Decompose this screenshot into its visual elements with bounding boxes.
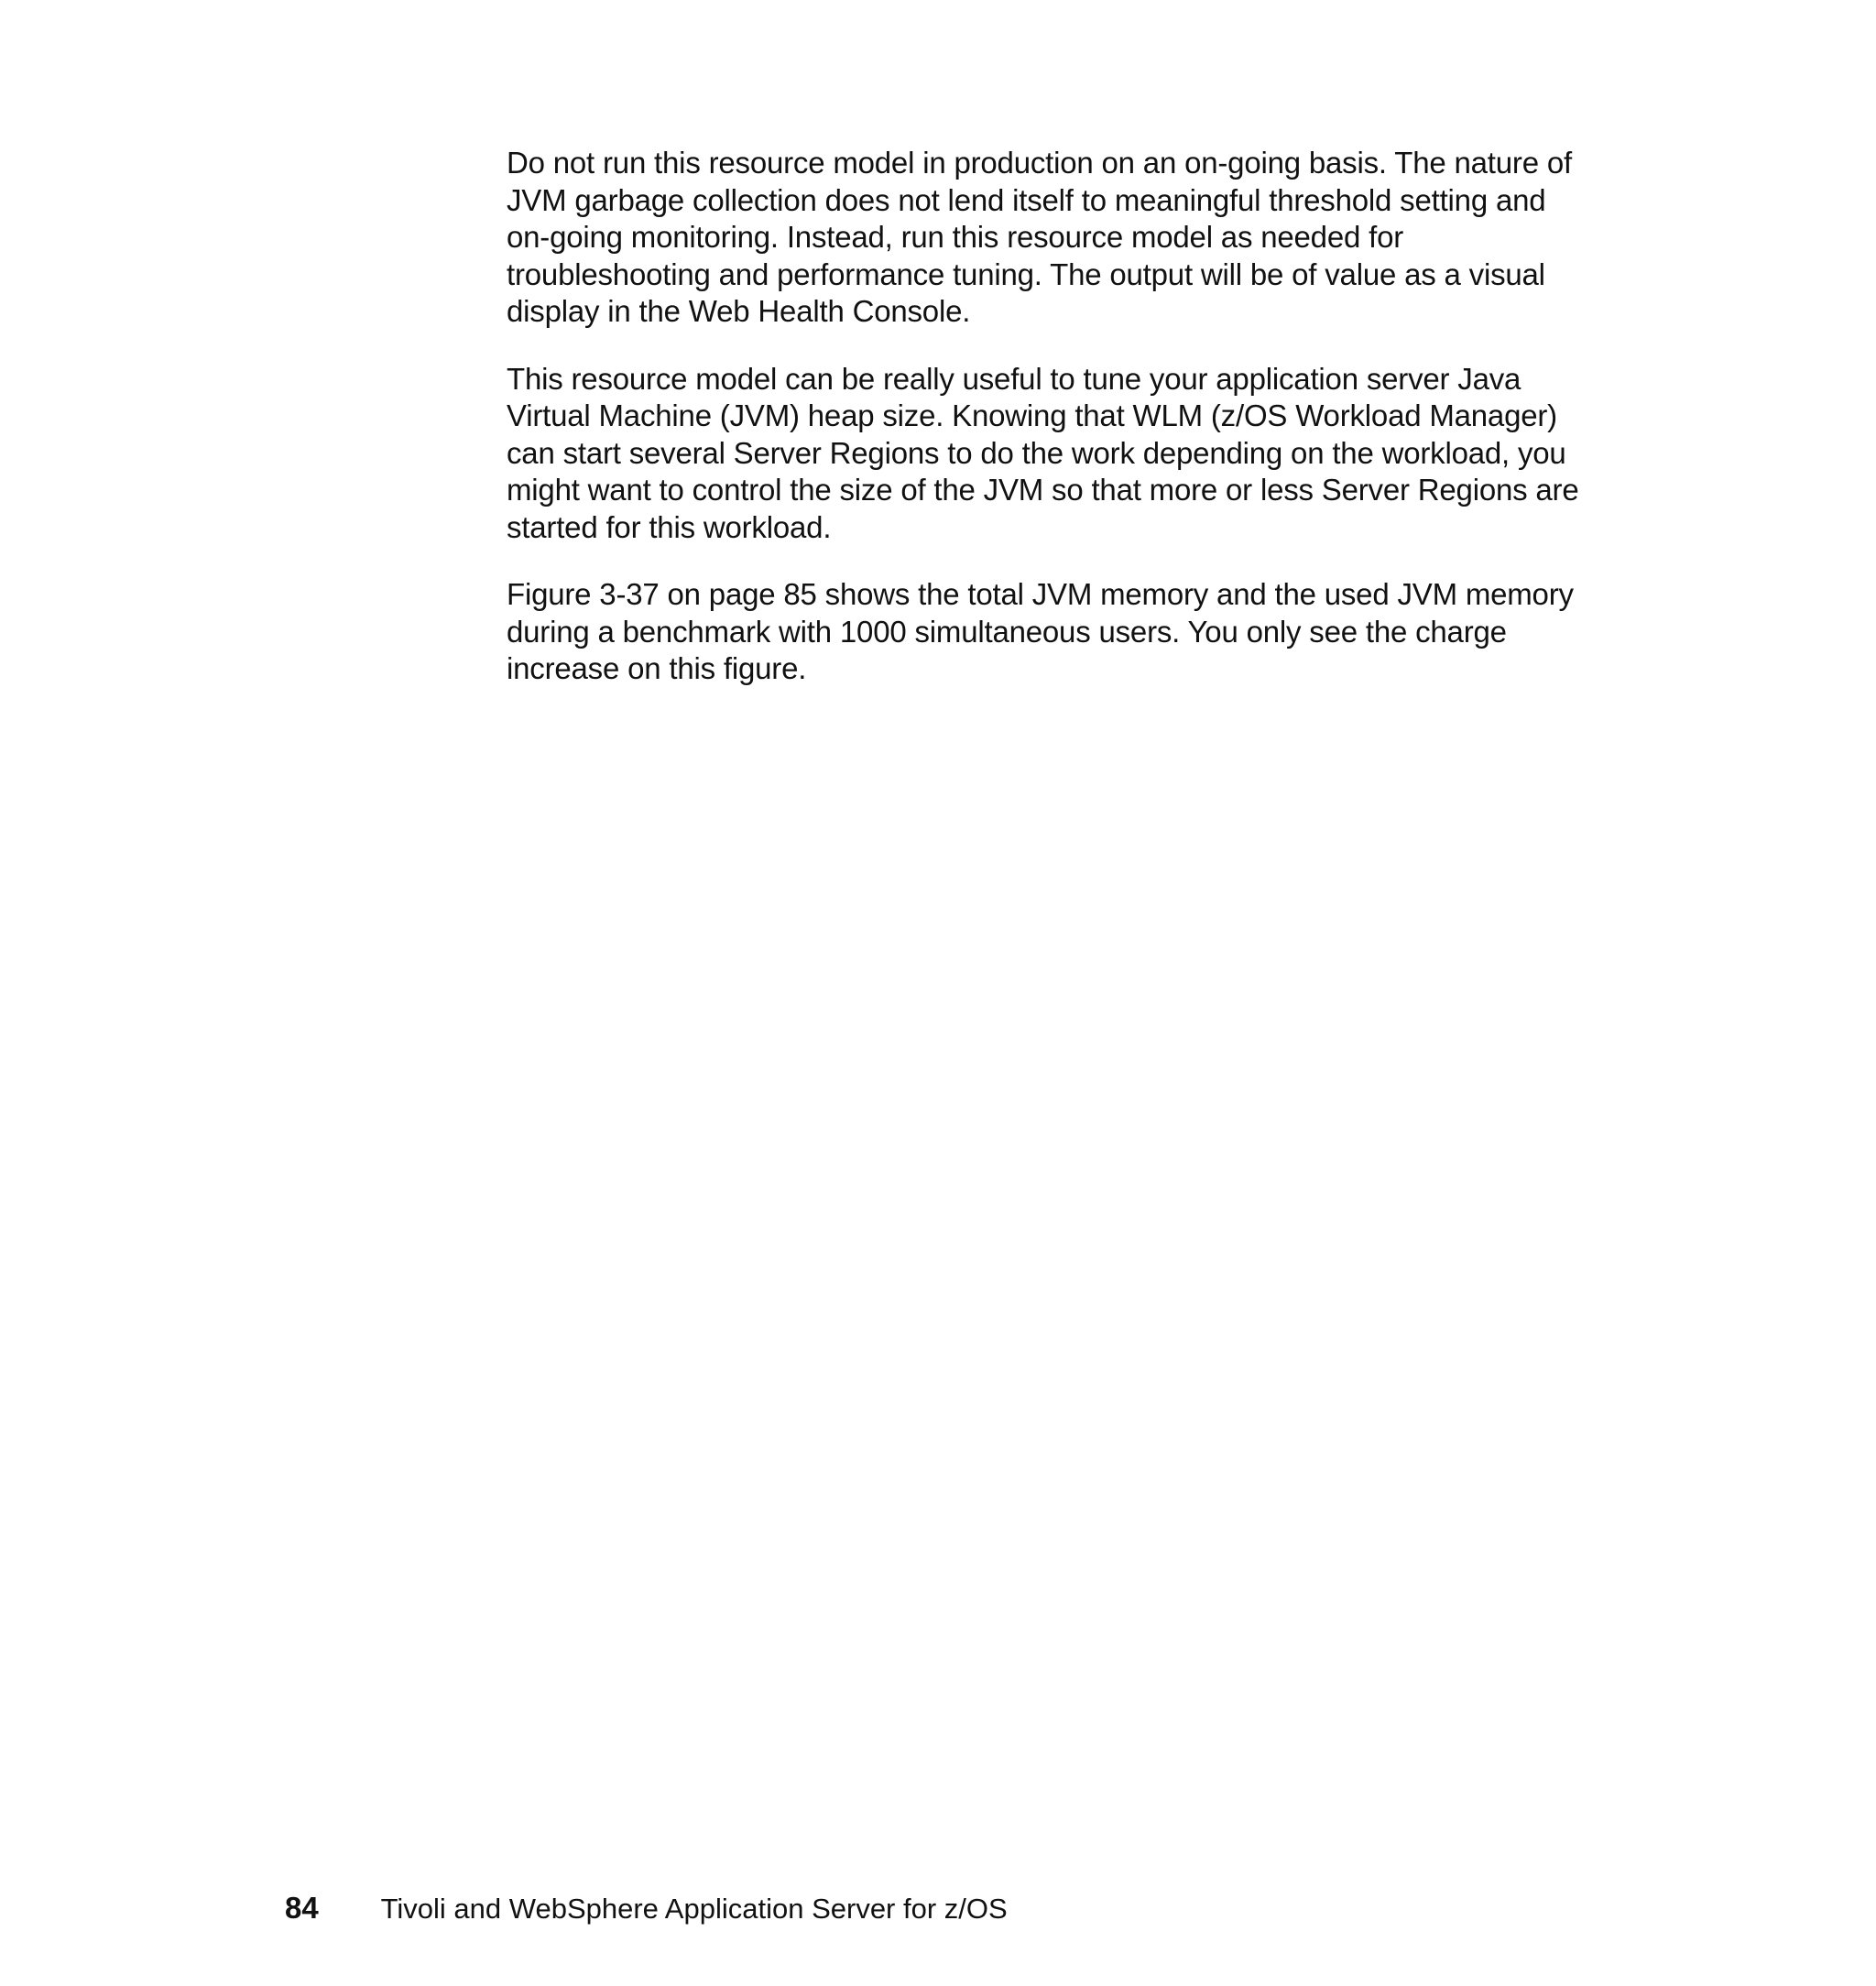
text-line: during a benchmark with 1000 simultaneous users. You only see the charge <box>507 614 1507 649</box>
paragraph-figure-reference <box>507 576 1620 688</box>
text-line: Do not run this resource model in production on an on-going basis. The nature of <box>507 146 1572 180</box>
text-line: troubleshooting and performance tuning. The output will be of value as a visual <box>507 256 1545 291</box>
text-line: on-going monitoring. Instead, run this resource model as needed for <box>507 220 1404 254</box>
paragraph-heap-tuning <box>507 361 1620 547</box>
text-line: increase on this figure. <box>507 651 807 685</box>
text-line: This resource model can be really useful to tune your application server Java <box>507 361 1522 396</box>
text-line: Virtual Machine (JVM) heap size. Knowing that WLM (z/OS Workload Manager) <box>507 398 1557 432</box>
text-line: display in the Web Health Console. <box>507 294 971 328</box>
text-line: might want to control the size of the JVM so that more or less Server Regions are <box>507 473 1579 507</box>
text-line: Figure 3-37 on page 85 shows the total JVM memory and the used JVM memory <box>507 577 1574 611</box>
book-title: Tivoli and WebSphere Application Server for z/OS <box>380 1893 1008 1925</box>
text-line: can start several Server Regions to do the work depending on the workload, you <box>507 435 1566 470</box>
paragraph-gc-warning <box>507 145 1620 331</box>
page-footer <box>285 1890 1008 1926</box>
page-number: 84 <box>285 1891 319 1925</box>
text-line: JVM garbage collection does not lend itself to meaningful threshold setting and <box>507 182 1546 217</box>
body-text <box>507 145 1620 718</box>
text-line: started for this workload. <box>507 509 832 544</box>
